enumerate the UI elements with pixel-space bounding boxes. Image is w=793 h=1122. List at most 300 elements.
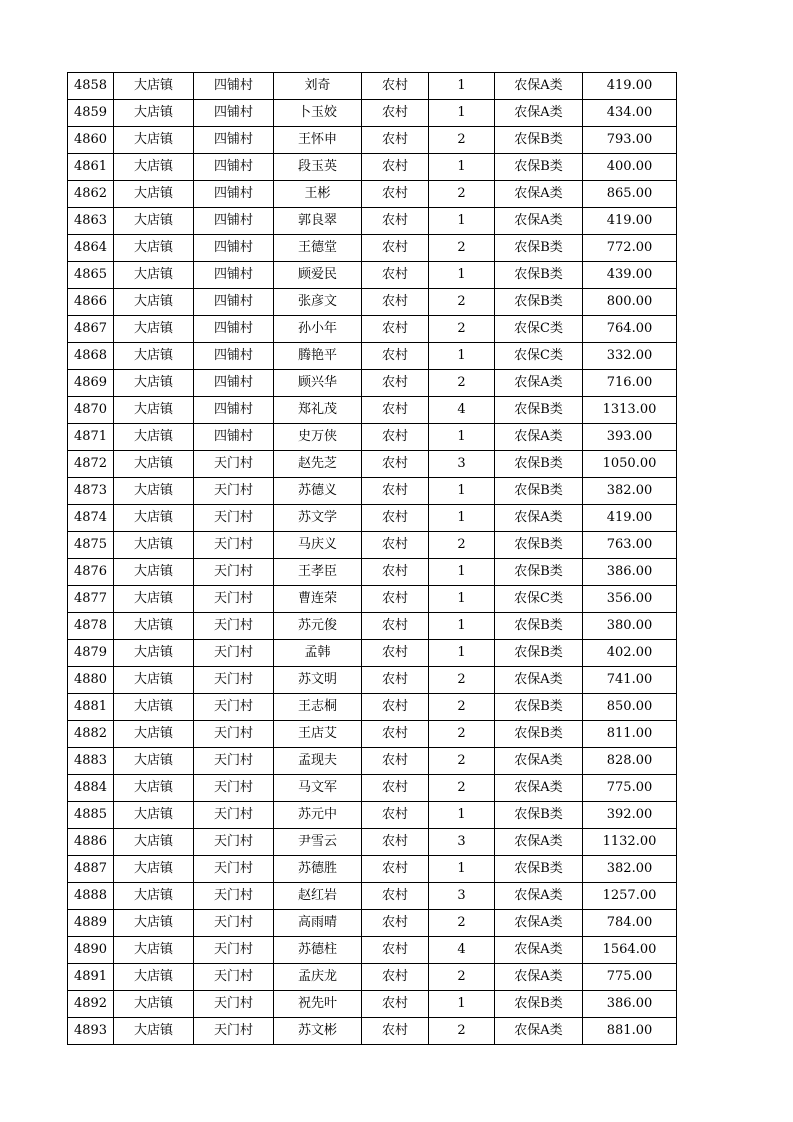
household-type-cell: 农村 <box>362 613 429 640</box>
category-cell: 农保A类 <box>495 964 583 991</box>
amount-cell: 419.00 <box>583 73 677 100</box>
household-type-cell: 农村 <box>362 694 429 721</box>
amount-cell: 392.00 <box>583 802 677 829</box>
amount-cell: 1564.00 <box>583 937 677 964</box>
member-count-cell: 1 <box>429 343 495 370</box>
village-cell: 天门村 <box>194 532 274 559</box>
amount-cell: 811.00 <box>583 721 677 748</box>
town-cell: 大店镇 <box>114 343 194 370</box>
village-cell: 四铺村 <box>194 181 274 208</box>
row-number-cell: 4867 <box>68 316 114 343</box>
town-cell: 大店镇 <box>114 586 194 613</box>
village-cell: 天门村 <box>194 640 274 667</box>
category-cell: 农保B类 <box>495 802 583 829</box>
member-count-cell: 1 <box>429 802 495 829</box>
household-type-cell: 农村 <box>362 721 429 748</box>
row-number-cell: 4881 <box>68 694 114 721</box>
table-row <box>68 937 677 964</box>
household-type-cell: 农村 <box>362 775 429 802</box>
amount-cell: 386.00 <box>583 559 677 586</box>
name-cell: 郭良翠 <box>274 208 362 235</box>
category-cell: 农保A类 <box>495 505 583 532</box>
amount-cell: 356.00 <box>583 586 677 613</box>
table-row <box>68 586 677 613</box>
name-cell: 孟庆龙 <box>274 964 362 991</box>
town-cell: 大店镇 <box>114 181 194 208</box>
town-cell: 大店镇 <box>114 73 194 100</box>
name-cell: 王孝臣 <box>274 559 362 586</box>
name-cell: 王店艾 <box>274 721 362 748</box>
amount-cell: 1257.00 <box>583 883 677 910</box>
table-row <box>68 856 677 883</box>
household-type-cell: 农村 <box>362 316 429 343</box>
table-row <box>68 370 677 397</box>
table-row <box>68 262 677 289</box>
table-row <box>68 289 677 316</box>
town-cell: 大店镇 <box>114 829 194 856</box>
member-count-cell: 2 <box>429 289 495 316</box>
table-row <box>68 721 677 748</box>
household-type-cell: 农村 <box>362 127 429 154</box>
table-row <box>68 694 677 721</box>
amount-cell: 800.00 <box>583 289 677 316</box>
category-cell: 农保B类 <box>495 721 583 748</box>
amount-cell: 764.00 <box>583 316 677 343</box>
member-count-cell: 2 <box>429 964 495 991</box>
category-cell: 农保A类 <box>495 424 583 451</box>
household-type-cell: 农村 <box>362 856 429 883</box>
household-type-cell: 农村 <box>362 640 429 667</box>
household-type-cell: 农村 <box>362 1018 429 1045</box>
household-type-cell: 农村 <box>362 343 429 370</box>
member-count-cell: 2 <box>429 721 495 748</box>
village-cell: 四铺村 <box>194 262 274 289</box>
name-cell: 苏元俊 <box>274 613 362 640</box>
member-count-cell: 2 <box>429 748 495 775</box>
member-count-cell: 2 <box>429 316 495 343</box>
row-number-cell: 4858 <box>68 73 114 100</box>
amount-cell: 393.00 <box>583 424 677 451</box>
amount-cell: 386.00 <box>583 991 677 1018</box>
name-cell: 顾爱民 <box>274 262 362 289</box>
amount-cell: 419.00 <box>583 505 677 532</box>
name-cell: 苏元中 <box>274 802 362 829</box>
town-cell: 大店镇 <box>114 775 194 802</box>
village-cell: 天门村 <box>194 802 274 829</box>
village-cell: 天门村 <box>194 991 274 1018</box>
row-number-cell: 4890 <box>68 937 114 964</box>
member-count-cell: 3 <box>429 883 495 910</box>
village-cell: 天门村 <box>194 775 274 802</box>
row-number-cell: 4878 <box>68 613 114 640</box>
town-cell: 大店镇 <box>114 127 194 154</box>
category-cell: 农保B类 <box>495 532 583 559</box>
row-number-cell: 4880 <box>68 667 114 694</box>
row-number-cell: 4865 <box>68 262 114 289</box>
household-type-cell: 农村 <box>362 802 429 829</box>
amount-cell: 382.00 <box>583 478 677 505</box>
village-cell: 天门村 <box>194 478 274 505</box>
household-type-cell: 农村 <box>362 235 429 262</box>
name-cell: 苏文学 <box>274 505 362 532</box>
member-count-cell: 2 <box>429 127 495 154</box>
table-row <box>68 559 677 586</box>
amount-cell: 850.00 <box>583 694 677 721</box>
category-cell: 农保B类 <box>495 694 583 721</box>
village-cell: 四铺村 <box>194 424 274 451</box>
row-number-cell: 4868 <box>68 343 114 370</box>
name-cell: 孟韩 <box>274 640 362 667</box>
category-cell: 农保A类 <box>495 937 583 964</box>
roster-body <box>68 73 677 1045</box>
member-count-cell: 1 <box>429 100 495 127</box>
name-cell: 顾兴华 <box>274 370 362 397</box>
household-type-cell: 农村 <box>362 748 429 775</box>
amount-cell: 828.00 <box>583 748 677 775</box>
table-row <box>68 613 677 640</box>
table-row <box>68 667 677 694</box>
member-count-cell: 2 <box>429 667 495 694</box>
amount-cell: 775.00 <box>583 964 677 991</box>
member-count-cell: 3 <box>429 829 495 856</box>
town-cell: 大店镇 <box>114 478 194 505</box>
category-cell: 农保B类 <box>495 235 583 262</box>
amount-cell: 402.00 <box>583 640 677 667</box>
table-row <box>68 208 677 235</box>
table-row <box>68 424 677 451</box>
row-number-cell: 4893 <box>68 1018 114 1045</box>
member-count-cell: 1 <box>429 613 495 640</box>
row-number-cell: 4892 <box>68 991 114 1018</box>
amount-cell: 741.00 <box>583 667 677 694</box>
table-row <box>68 640 677 667</box>
village-cell: 四铺村 <box>194 370 274 397</box>
household-type-cell: 农村 <box>362 937 429 964</box>
member-count-cell: 2 <box>429 694 495 721</box>
member-count-cell: 2 <box>429 910 495 937</box>
town-cell: 大店镇 <box>114 559 194 586</box>
row-number-cell: 4882 <box>68 721 114 748</box>
town-cell: 大店镇 <box>114 991 194 1018</box>
member-count-cell: 1 <box>429 208 495 235</box>
town-cell: 大店镇 <box>114 208 194 235</box>
household-type-cell: 农村 <box>362 586 429 613</box>
table-row <box>68 235 677 262</box>
table-row <box>68 775 677 802</box>
category-cell: 农保A类 <box>495 775 583 802</box>
row-number-cell: 4862 <box>68 181 114 208</box>
household-type-cell: 农村 <box>362 532 429 559</box>
table-row <box>68 451 677 478</box>
row-number-cell: 4883 <box>68 748 114 775</box>
row-number-cell: 4879 <box>68 640 114 667</box>
name-cell: 马庆义 <box>274 532 362 559</box>
category-cell: 农保B类 <box>495 397 583 424</box>
category-cell: 农保C类 <box>495 316 583 343</box>
row-number-cell: 4872 <box>68 451 114 478</box>
village-cell: 天门村 <box>194 937 274 964</box>
category-cell: 农保B类 <box>495 856 583 883</box>
category-cell: 农保A类 <box>495 748 583 775</box>
town-cell: 大店镇 <box>114 802 194 829</box>
name-cell: 苏德胜 <box>274 856 362 883</box>
category-cell: 农保B类 <box>495 154 583 181</box>
category-cell: 农保B类 <box>495 478 583 505</box>
member-count-cell: 2 <box>429 370 495 397</box>
category-cell: 农保C类 <box>495 343 583 370</box>
household-type-cell: 农村 <box>362 505 429 532</box>
table-row <box>68 154 677 181</box>
name-cell: 孟现夫 <box>274 748 362 775</box>
table-row <box>68 181 677 208</box>
table-row <box>68 100 677 127</box>
row-number-cell: 4875 <box>68 532 114 559</box>
table-row <box>68 991 677 1018</box>
row-number-cell: 4873 <box>68 478 114 505</box>
row-number-cell: 4877 <box>68 586 114 613</box>
household-type-cell: 农村 <box>362 559 429 586</box>
amount-cell: 1313.00 <box>583 397 677 424</box>
village-cell: 天门村 <box>194 883 274 910</box>
town-cell: 大店镇 <box>114 370 194 397</box>
household-type-cell: 农村 <box>362 478 429 505</box>
table-row <box>68 478 677 505</box>
row-number-cell: 4891 <box>68 964 114 991</box>
row-number-cell: 4874 <box>68 505 114 532</box>
village-cell: 四铺村 <box>194 289 274 316</box>
name-cell: 腾艳平 <box>274 343 362 370</box>
member-count-cell: 1 <box>429 640 495 667</box>
town-cell: 大店镇 <box>114 154 194 181</box>
village-cell: 天门村 <box>194 613 274 640</box>
town-cell: 大店镇 <box>114 532 194 559</box>
amount-cell: 1132.00 <box>583 829 677 856</box>
table-row <box>68 397 677 424</box>
table-row <box>68 910 677 937</box>
name-cell: 卜玉姣 <box>274 100 362 127</box>
row-number-cell: 4884 <box>68 775 114 802</box>
amount-cell: 772.00 <box>583 235 677 262</box>
amount-cell: 380.00 <box>583 613 677 640</box>
member-count-cell: 3 <box>429 451 495 478</box>
name-cell: 曹连荣 <box>274 586 362 613</box>
household-type-cell: 农村 <box>362 424 429 451</box>
table-row <box>68 505 677 532</box>
village-cell: 四铺村 <box>194 397 274 424</box>
row-number-cell: 4861 <box>68 154 114 181</box>
category-cell: 农保C类 <box>495 586 583 613</box>
category-cell: 农保A类 <box>495 181 583 208</box>
table-row <box>68 127 677 154</box>
category-cell: 农保B类 <box>495 559 583 586</box>
member-count-cell: 1 <box>429 262 495 289</box>
row-number-cell: 4860 <box>68 127 114 154</box>
name-cell: 段玉英 <box>274 154 362 181</box>
household-type-cell: 农村 <box>362 100 429 127</box>
member-count-cell: 1 <box>429 505 495 532</box>
amount-cell: 865.00 <box>583 181 677 208</box>
name-cell: 史万侠 <box>274 424 362 451</box>
amount-cell: 439.00 <box>583 262 677 289</box>
household-type-cell: 农村 <box>362 73 429 100</box>
town-cell: 大店镇 <box>114 883 194 910</box>
village-cell: 天门村 <box>194 964 274 991</box>
category-cell: 农保A类 <box>495 100 583 127</box>
amount-cell: 763.00 <box>583 532 677 559</box>
town-cell: 大店镇 <box>114 694 194 721</box>
amount-cell: 419.00 <box>583 208 677 235</box>
row-number-cell: 4888 <box>68 883 114 910</box>
town-cell: 大店镇 <box>114 397 194 424</box>
village-cell: 四铺村 <box>194 343 274 370</box>
member-count-cell: 1 <box>429 586 495 613</box>
village-cell: 四铺村 <box>194 316 274 343</box>
town-cell: 大店镇 <box>114 100 194 127</box>
row-number-cell: 4870 <box>68 397 114 424</box>
household-type-cell: 农村 <box>362 829 429 856</box>
village-cell: 四铺村 <box>194 208 274 235</box>
town-cell: 大店镇 <box>114 262 194 289</box>
amount-cell: 881.00 <box>583 1018 677 1045</box>
row-number-cell: 4866 <box>68 289 114 316</box>
household-type-cell: 农村 <box>362 667 429 694</box>
category-cell: 农保B类 <box>495 991 583 1018</box>
name-cell: 张彦文 <box>274 289 362 316</box>
name-cell: 孙小年 <box>274 316 362 343</box>
village-cell: 天门村 <box>194 667 274 694</box>
member-count-cell: 2 <box>429 775 495 802</box>
household-type-cell: 农村 <box>362 883 429 910</box>
table-row <box>68 1018 677 1045</box>
table-row <box>68 883 677 910</box>
town-cell: 大店镇 <box>114 613 194 640</box>
household-type-cell: 农村 <box>362 451 429 478</box>
household-type-cell: 农村 <box>362 208 429 235</box>
row-number-cell: 4859 <box>68 100 114 127</box>
household-type-cell: 农村 <box>362 991 429 1018</box>
village-cell: 天门村 <box>194 856 274 883</box>
town-cell: 大店镇 <box>114 721 194 748</box>
household-type-cell: 农村 <box>362 910 429 937</box>
category-cell: 农保A类 <box>495 667 583 694</box>
category-cell: 农保A类 <box>495 829 583 856</box>
amount-cell: 434.00 <box>583 100 677 127</box>
amount-cell: 1050.00 <box>583 451 677 478</box>
category-cell: 农保A类 <box>495 1018 583 1045</box>
category-cell: 农保A类 <box>495 883 583 910</box>
amount-cell: 332.00 <box>583 343 677 370</box>
household-type-cell: 农村 <box>362 181 429 208</box>
village-cell: 天门村 <box>194 910 274 937</box>
member-count-cell: 2 <box>429 1018 495 1045</box>
member-count-cell: 1 <box>429 478 495 505</box>
row-number-cell: 4864 <box>68 235 114 262</box>
name-cell: 王德堂 <box>274 235 362 262</box>
member-count-cell: 2 <box>429 181 495 208</box>
name-cell: 苏文明 <box>274 667 362 694</box>
table-row <box>68 964 677 991</box>
table-row <box>68 748 677 775</box>
household-type-cell: 农村 <box>362 397 429 424</box>
subsidy-roster-table <box>67 72 677 1045</box>
category-cell: 农保B类 <box>495 262 583 289</box>
member-count-cell: 4 <box>429 397 495 424</box>
row-number-cell: 4876 <box>68 559 114 586</box>
row-number-cell: 4885 <box>68 802 114 829</box>
amount-cell: 382.00 <box>583 856 677 883</box>
village-cell: 天门村 <box>194 451 274 478</box>
town-cell: 大店镇 <box>114 424 194 451</box>
name-cell: 苏德义 <box>274 478 362 505</box>
name-cell: 王志桐 <box>274 694 362 721</box>
category-cell: 农保B类 <box>495 613 583 640</box>
town-cell: 大店镇 <box>114 856 194 883</box>
name-cell: 王彬 <box>274 181 362 208</box>
village-cell: 天门村 <box>194 721 274 748</box>
town-cell: 大店镇 <box>114 505 194 532</box>
town-cell: 大店镇 <box>114 964 194 991</box>
table-row <box>68 343 677 370</box>
category-cell: 农保B类 <box>495 127 583 154</box>
town-cell: 大店镇 <box>114 937 194 964</box>
town-cell: 大店镇 <box>114 910 194 937</box>
table-row <box>68 316 677 343</box>
name-cell: 祝先叶 <box>274 991 362 1018</box>
row-number-cell: 4889 <box>68 910 114 937</box>
village-cell: 天门村 <box>194 559 274 586</box>
name-cell: 赵红岩 <box>274 883 362 910</box>
household-type-cell: 农村 <box>362 370 429 397</box>
village-cell: 四铺村 <box>194 235 274 262</box>
household-type-cell: 农村 <box>362 964 429 991</box>
name-cell: 郑礼茂 <box>274 397 362 424</box>
amount-cell: 784.00 <box>583 910 677 937</box>
name-cell: 苏文彬 <box>274 1018 362 1045</box>
town-cell: 大店镇 <box>114 748 194 775</box>
village-cell: 天门村 <box>194 829 274 856</box>
category-cell: 农保A类 <box>495 910 583 937</box>
member-count-cell: 1 <box>429 154 495 181</box>
member-count-cell: 4 <box>429 937 495 964</box>
town-cell: 大店镇 <box>114 289 194 316</box>
member-count-cell: 2 <box>429 235 495 262</box>
row-number-cell: 4887 <box>68 856 114 883</box>
town-cell: 大店镇 <box>114 316 194 343</box>
member-count-cell: 1 <box>429 559 495 586</box>
category-cell: 农保A类 <box>495 370 583 397</box>
town-cell: 大店镇 <box>114 640 194 667</box>
town-cell: 大店镇 <box>114 1018 194 1045</box>
town-cell: 大店镇 <box>114 235 194 262</box>
village-cell: 四铺村 <box>194 73 274 100</box>
table-row <box>68 73 677 100</box>
amount-cell: 793.00 <box>583 127 677 154</box>
row-number-cell: 4871 <box>68 424 114 451</box>
table-row <box>68 532 677 559</box>
name-cell: 王怀申 <box>274 127 362 154</box>
village-cell: 四铺村 <box>194 127 274 154</box>
row-number-cell: 4869 <box>68 370 114 397</box>
village-cell: 天门村 <box>194 505 274 532</box>
member-count-cell: 1 <box>429 991 495 1018</box>
name-cell: 马文军 <box>274 775 362 802</box>
table-row <box>68 829 677 856</box>
amount-cell: 775.00 <box>583 775 677 802</box>
household-type-cell: 农村 <box>362 262 429 289</box>
table-row <box>68 802 677 829</box>
name-cell: 刘奇 <box>274 73 362 100</box>
name-cell: 苏德柱 <box>274 937 362 964</box>
